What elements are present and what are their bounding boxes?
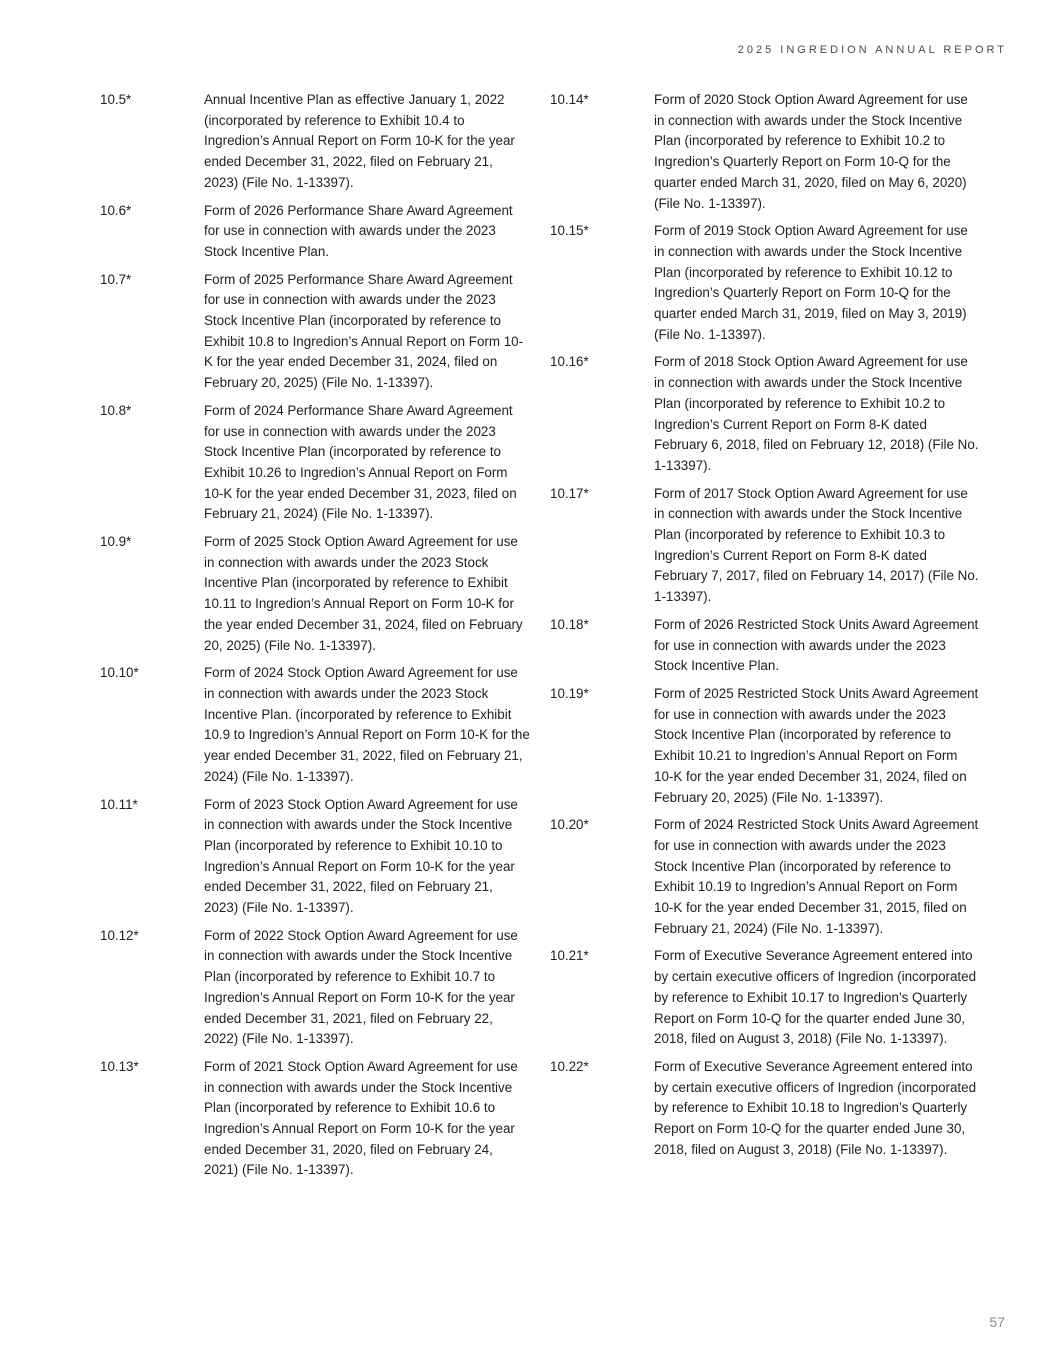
exhibit-entry — [550, 352, 980, 476]
exhibit-entry — [550, 946, 980, 1050]
exhibit-number: 10.6* — [100, 202, 132, 218]
exhibit-entry — [100, 926, 530, 1050]
exhibit-number: 10.9* — [100, 534, 132, 550]
exhibit-entry — [100, 795, 530, 919]
exhibit-number: 10.10* — [100, 665, 139, 681]
exhibit-number: 10.7* — [100, 271, 132, 287]
exhibit-list-right — [550, 90, 980, 1167]
exhibit-description: Annual Incentive Plan as effective January 1, 2022 (incorporated by reference to Exhibit 10.4 to Ingredion’s Annual Report on Form 10-K for the year ended December 31, 2022, filed on February 21, 2023) (File No. 1-13397). — [204, 92, 515, 190]
exhibit-entry — [550, 484, 980, 608]
exhibit-entry — [550, 684, 980, 808]
exhibit-entry — [100, 532, 530, 656]
exhibit-description: Form of 2017 Stock Option Award Agreement for use in connection with awards under the Stock Incentive Plan (incorporated by reference to Exhibit 10.3 to Ingredion’s Current Report on Form 8-K dated February 7, 2017, filed on February 14, 2017) (File No. 1-13397). — [654, 485, 979, 605]
exhibit-entry — [100, 401, 530, 525]
exhibit-number: 10.18* — [550, 616, 589, 632]
exhibit-entry — [100, 201, 530, 263]
exhibit-description: Form of 2022 Stock Option Award Agreement for use in connection with awards under the Stock Incentive Plan (incorporated by reference to Exhibit 10.7 to Ingredion’s Annual Report on Form 10-K for the year ended December 31, 2021, filed on February 22, 2022) (File No. 1-13397). — [204, 927, 518, 1047]
exhibit-number: 10.11* — [100, 796, 138, 812]
exhibit-description: Form of 2026 Restricted Stock Units Award Agreement for use in connection with awards under the 2023 Stock Incentive Plan. — [654, 616, 979, 674]
exhibit-entry — [550, 1057, 980, 1161]
exhibit-number: 10.19* — [550, 685, 589, 701]
exhibit-description: Form of Executive Severance Agreement entered into by certain executive officers of Ingredion (incorporated by reference to Exhibit 10.18 to Ingredion’s Quarterly Report on Form 10-Q for the quarter ended June 30, 2018, filed on August 3, 2018) (File No. 1-13397). — [654, 1058, 977, 1157]
exhibit-description: Form of 2024 Stock Option Award Agreement for use in connection with awards under the 2023 Stock Incentive Plan. (incorporated by reference to Exhibit 10.9 to Ingredion’s Annual Report on Form 10-K for the year ended December 31, 2022, filed on February 21, 2024) (File No. 1-13397). — [204, 665, 530, 784]
page-number: 57 — [989, 1314, 1005, 1330]
exhibit-number: 10.15* — [550, 223, 589, 239]
exhibit-description: Form of Executive Severance Agreement entered into by certain executive officers of Ingredion (incorporated by reference to Exhibit 10.17 to Ingredion’s Quarterly Report on Form 10-Q for the quarter ended June 30, 2018, filed on August 3, 2018) (File No. 1-13397). — [654, 948, 977, 1047]
exhibit-description: Form of 2026 Performance Share Award Agreement for use in connection with awards under the 2023 Stock Incentive Plan. — [204, 202, 513, 259]
exhibit-entry — [100, 663, 530, 787]
exhibit-entry — [100, 270, 530, 394]
exhibit-description: Form of 2025 Performance Share Award Agreement for use in connection with awards under the 2023 Stock Incentive Plan (incorporated by reference to Exhibit 10.8 to Ingredion’s Annual Report on Form 10-K for the year ended December 31, 2024, filed on February 20, 2025) (File No. 1-13397). — [204, 271, 524, 391]
exhibit-entry — [550, 90, 980, 214]
exhibit-number: 10.16* — [550, 354, 589, 370]
exhibit-number: 10.21* — [550, 948, 589, 964]
exhibit-number: 10.5* — [100, 92, 132, 107]
report-header: 2025 INGREDION ANNUAL REPORT — [737, 44, 1007, 56]
exhibit-description: Form of 2019 Stock Option Award Agreement for use in connection with awards under the Stock Incentive Plan (incorporated by reference to Exhibit 10.12 to Ingredion’s Quarterly Report on Form 10-Q for the quarter ended March 31, 2019, filed on May 3, 2019) (File No. 1-13397). — [654, 223, 968, 342]
exhibit-entry — [550, 815, 980, 939]
exhibit-number: 10.8* — [100, 402, 132, 418]
exhibit-description: Form of 2025 Restricted Stock Units Award Agreement for use in connection with awards under the 2023 Stock Incentive Plan (incorporated by reference to Exhibit 10.21 to Ingredion’s Annual Report on Form 10-K for the year ended December 31, 2024, filed on February 20, 2025) (File No. 1-13397). — [654, 685, 979, 805]
exhibit-description: Form of 2021 Stock Option Award Agreement for use in connection with awards under the Stock Incentive Plan (incorporated by reference to Exhibit 10.6 to Ingredion’s Annual Report on Form 10-K for the year ended December 31, 2020, filed on February 24, 2021) (File No. 1-13397). — [204, 1058, 518, 1178]
exhibit-number: 10.13* — [100, 1058, 139, 1074]
exhibit-number: 10.17* — [550, 485, 589, 501]
exhibit-entry — [100, 1057, 530, 1181]
exhibit-entry — [100, 90, 530, 194]
exhibit-entry — [550, 615, 980, 677]
exhibit-description: Form of 2024 Restricted Stock Units Award Agreement for use in connection with awards under the 2023 Stock Incentive Plan (incorporated by reference to Exhibit 10.19 to Ingredion’s Annual Report on Form 10-K for the year ended December 31, 2015, filed on February 21, 2024) (File No. 1-13397). — [654, 817, 979, 936]
exhibit-description: Form of 2020 Stock Option Award Agreement for use in connection with awards under the Stock Incentive Plan (incorporated by reference to Exhibit 10.2 to Ingredion’s Quarterly Report on Form 10-Q for the quarter ended March 31, 2020, filed on May 6, 2020) (File No. 1-13397). — [654, 92, 968, 211]
exhibit-entry — [550, 221, 980, 345]
exhibit-description: Form of 2024 Performance Share Award Agreement for use in connection with awards under the 2023 Stock Incentive Plan (incorporated by reference to Exhibit 10.26 to Ingredion’s Annual Report on Form 10-K for the year ended December 31, 2023, filed on February 21, 2024) (File No. 1-13397). — [204, 402, 517, 522]
exhibit-description: Form of 2025 Stock Option Award Agreement for use in connection with awards under the 2023 Stock Incentive Plan (incorporated by reference to Exhibit 10.11 to Ingredion’s Annual Report on Form 10-K for the year ended December 31, 2024, filed on February 20, 2025) (File No. 1-13397). — [204, 534, 523, 653]
exhibit-number: 10.20* — [550, 817, 589, 833]
exhibit-number: 10.14* — [550, 92, 589, 107]
exhibit-description: Form of 2023 Stock Option Award Agreement for use in connection with awards under the Stock Incentive Plan (incorporated by reference to Exhibit 10.10 to Ingredion’s Annual Report on Form 10-K for the year ended December 31, 2022, filed on February 21, 2023) (File No. 1-13397). — [204, 796, 518, 916]
exhibit-list-left — [100, 90, 530, 1188]
exhibit-description: Form of 2018 Stock Option Award Agreement for use in connection with awards under the Stock Incentive Plan (incorporated by reference to Exhibit 10.2 to Ingredion’s Current Report on Form 8-K dated February 6, 2018, filed on February 12, 2018) (File No. 1-13397). — [654, 354, 979, 473]
exhibit-number: 10.22* — [550, 1058, 589, 1074]
exhibit-number: 10.12* — [100, 927, 139, 943]
